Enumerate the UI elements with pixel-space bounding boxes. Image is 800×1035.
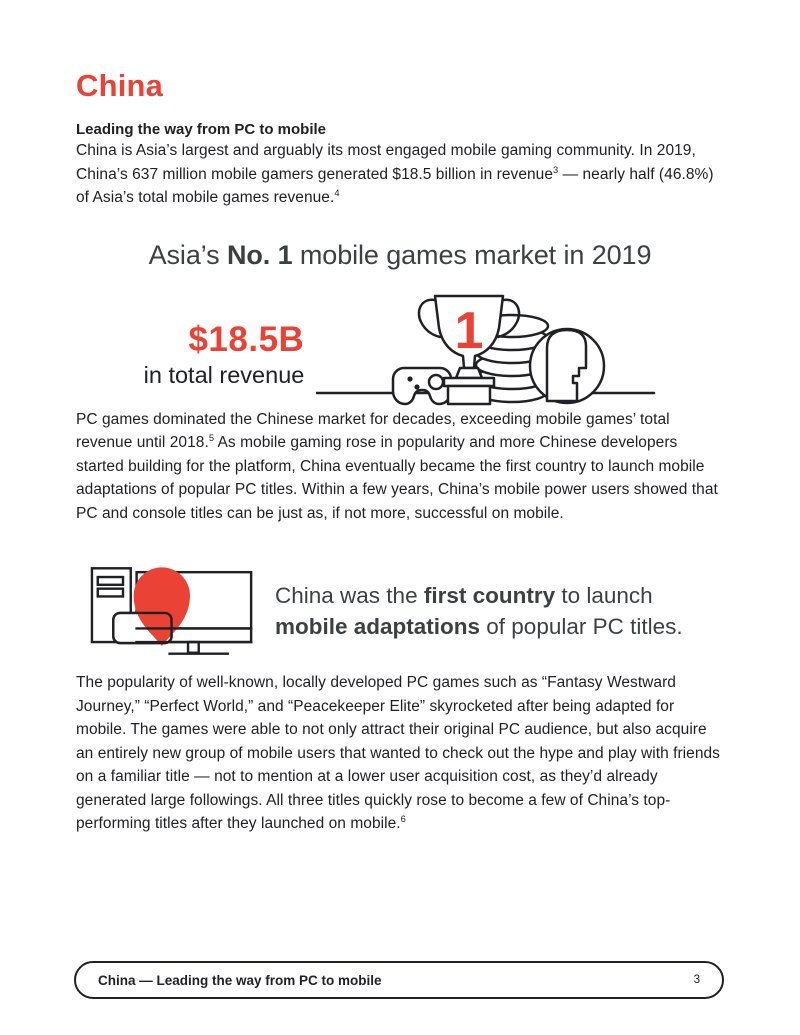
monitor-stand bbox=[188, 642, 199, 653]
paragraph-intro: China is Asia’s largest and arguably its most engaged mobile gaming community. In 2019, China’s 637 million mobile gamers generated $18.5 billion in revenue$^3$ — nearly half (46.8%) of Asia’s total mobile games revenue.$^4$ bbox=[76, 142, 714, 206]
infographic-heading: Asia’s No. 1 mobile games market in 2019 bbox=[148, 239, 652, 270]
caption-line-1: China was the first country to launch bbox=[275, 583, 653, 608]
paragraph-pc-history: PC games dominated the Chinese market for decades, exceeding mobile games’ total revenue until 2018.$^5$ As mobile gaming rose in popularity and more Chinese developers started building for the platform, China eventually became the first country to launch mobile adaptations of popular PC titles. Within a few years, China’s mobile power users showed that PC and console titles can be just as, if not more, successful on mobile. bbox=[76, 410, 718, 522]
player-coin-icon bbox=[530, 329, 604, 403]
infographic-caption bbox=[275, 580, 683, 642]
footer-page-number: 3 bbox=[693, 974, 700, 986]
page-title: China bbox=[76, 68, 164, 103]
gamepad-icon bbox=[393, 368, 451, 404]
infographic-figure bbox=[76, 282, 724, 408]
first-country-infographic bbox=[76, 551, 724, 671]
revenue-value: $18.5B bbox=[188, 319, 305, 359]
first-country-illustration bbox=[90, 551, 255, 671]
page-subtitle: Leading the way from PC to mobile bbox=[76, 121, 327, 138]
caption-line-2: mobile adaptations of popular PC titles. bbox=[275, 614, 683, 639]
revenue-caption: in total revenue bbox=[143, 361, 305, 388]
market-infographic bbox=[76, 238, 724, 408]
market-illustration bbox=[316, 282, 656, 408]
trophy-base bbox=[448, 386, 490, 404]
rank-number: 1 bbox=[454, 301, 484, 360]
trophy-stem bbox=[456, 368, 482, 378]
paragraph-adapted-titles: The popularity of well-known, locally developed PC games such as “Fantasy Westward Journey,” “Perfect World,” and “Peacekeeper Elite” skyrocketed after being adapted for mobile. The games were able to not only attract their original PC audience, but also acquire an entirely new group of mobile users that wanted to check out the hype and play with friends on a familiar title — not to mention at a lower user acquisition cost, as they’d already generated large followings. All three titles quickly rose to become a few of China’s top-performing titles after they launched on mobile.$^6$ bbox=[76, 674, 720, 832]
page-footer-pill bbox=[74, 961, 724, 999]
footer-label: China — Leading the way from PC to mobile bbox=[98, 972, 382, 988]
revenue-callout bbox=[144, 320, 305, 390]
